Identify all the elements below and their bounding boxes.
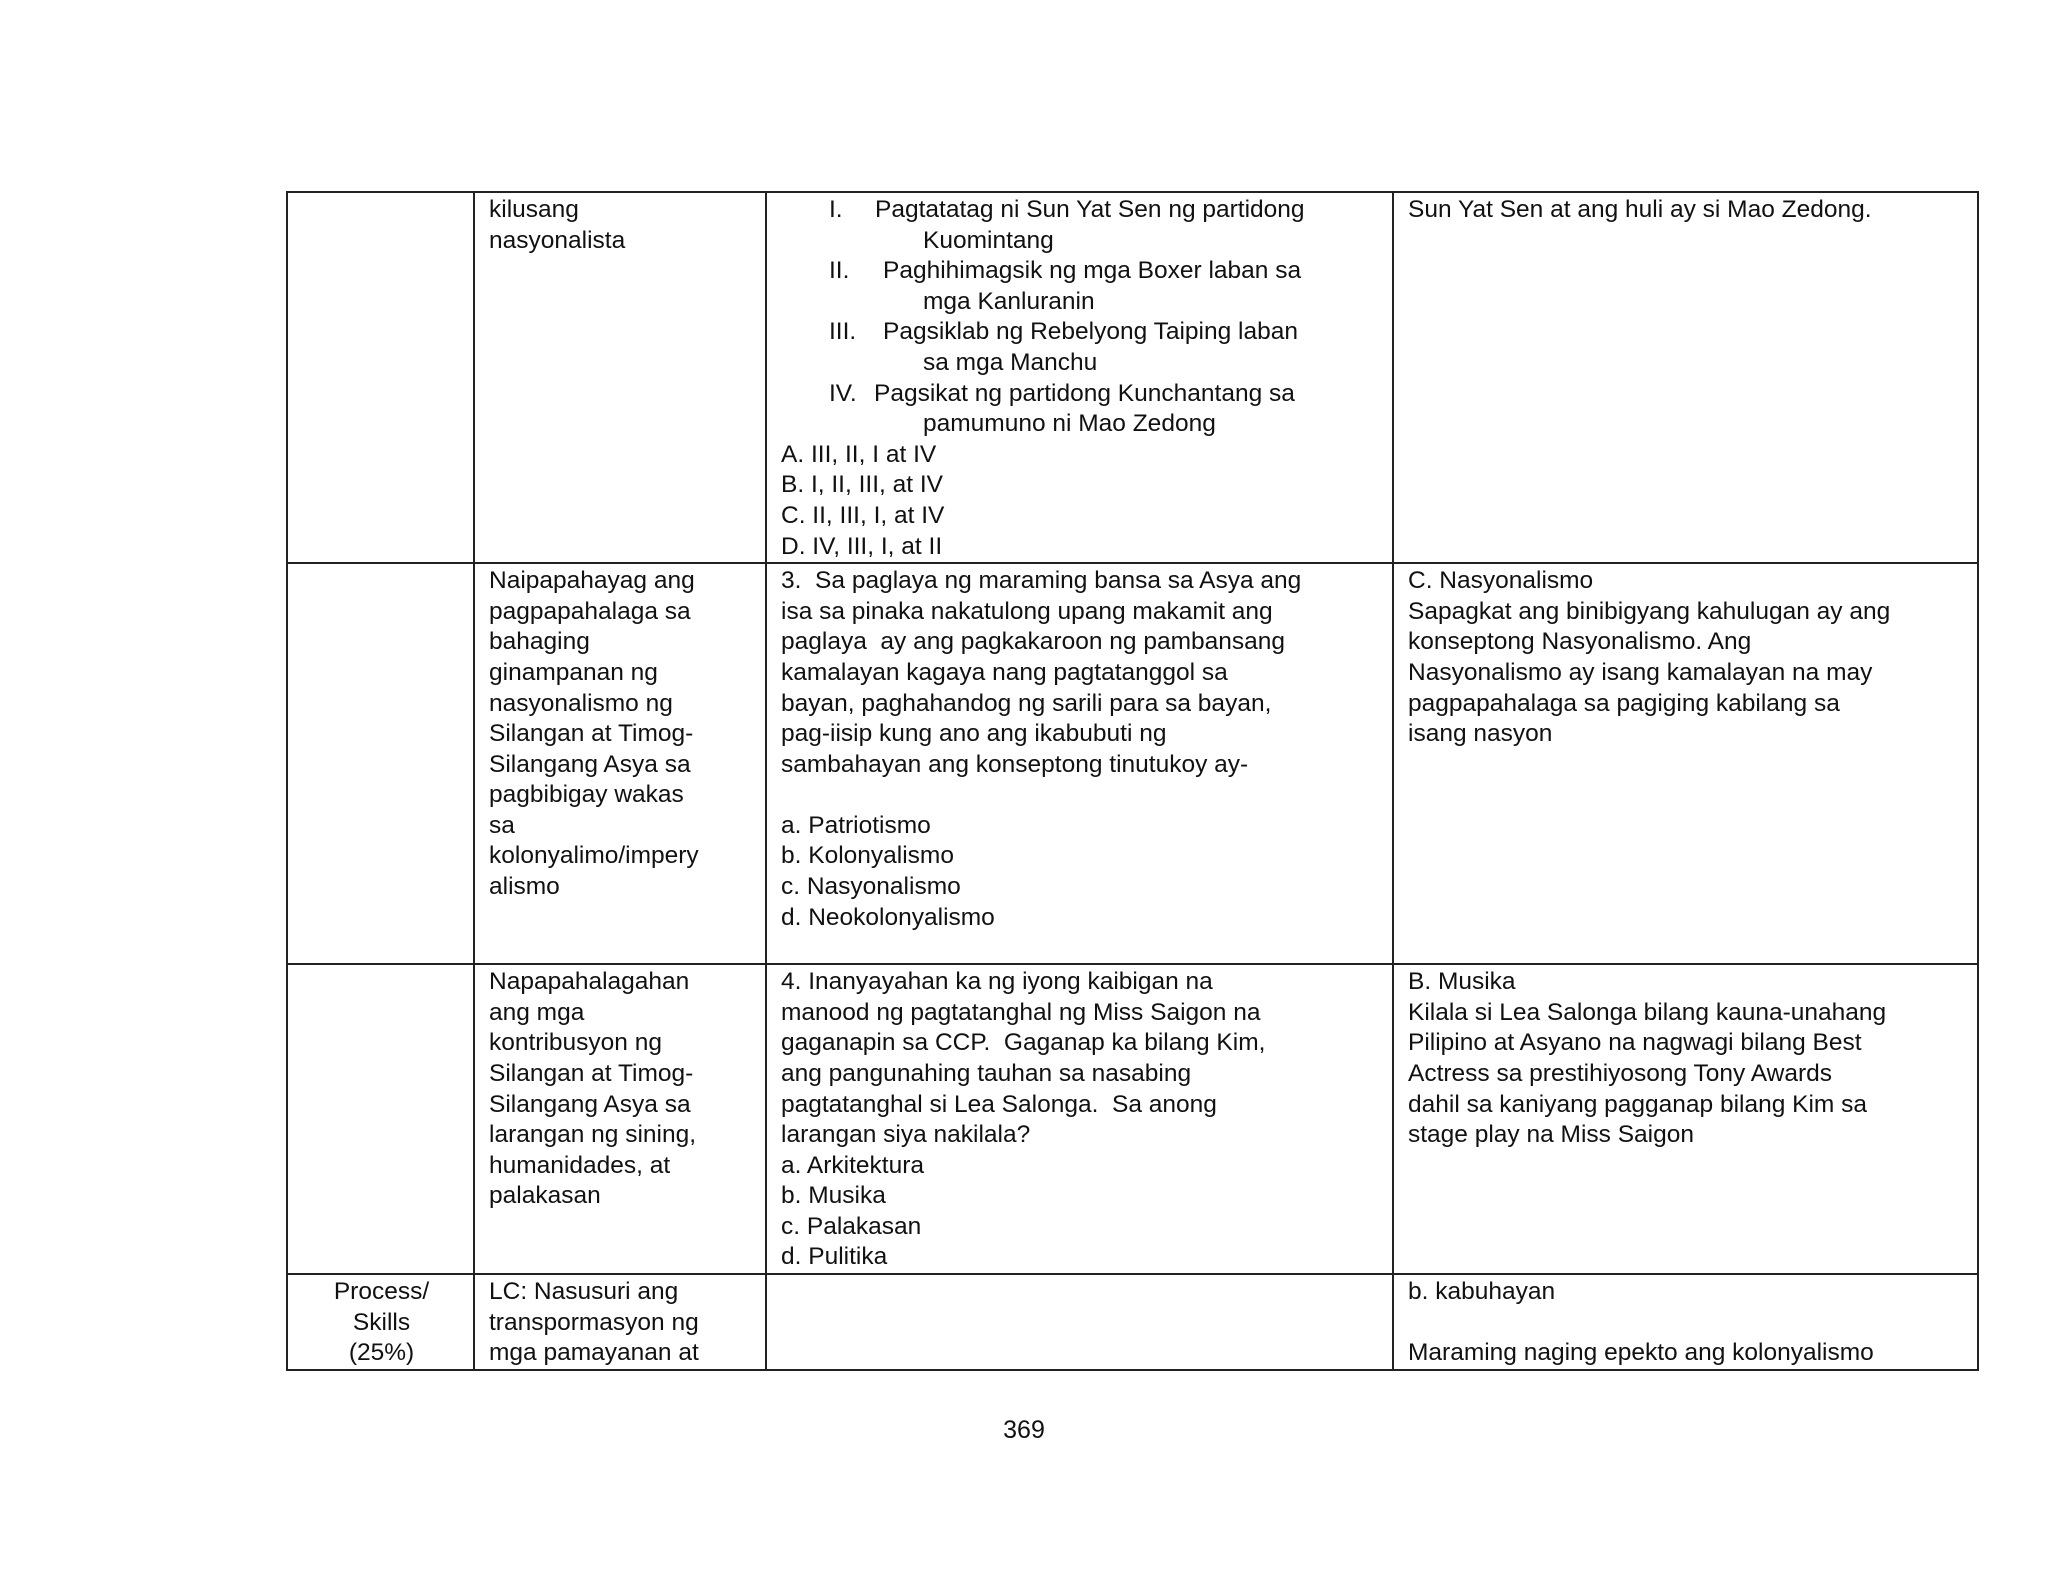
cell-text: Pilipino at Asyano na nagwagi bilang Best (1408, 1029, 1862, 1057)
cell-text: kolonyalimo/impery (489, 842, 699, 870)
cell-text: kontribusyon ng (489, 1029, 662, 1057)
answer-option: d. Neokolonyalismo (781, 903, 995, 931)
competency-cell (474, 1274, 766, 1370)
competency-cell (474, 964, 766, 1274)
cell-text: Silangang Asya sa (489, 750, 691, 778)
question-text: manood ng pagtatanghal ng Miss Saigon na (781, 998, 1261, 1026)
spacer (1408, 1308, 1965, 1339)
answer-option: c. Palakasan (781, 1212, 922, 1240)
roman-item-continuation: pamumuno ni Mao Zedong (923, 410, 1216, 438)
cell-text: Silangan at Timog- (489, 1059, 694, 1087)
answer-option: a. Patriotismo (781, 811, 931, 839)
answer-key-cell (1393, 1274, 1978, 1370)
cell-text: Skills (352, 1308, 411, 1336)
cell-text: ang mga (489, 998, 585, 1026)
cell-text: LC: Nasusuri ang (489, 1278, 679, 1306)
roman-item: II. Paghihimagsik ng mga Boxer laban sa (829, 257, 1302, 285)
level-cell (287, 563, 474, 964)
roman-item: III. Pagsiklab ng Rebelyong Taiping laban (829, 318, 1298, 346)
cell-text: larangan ng sining, (489, 1121, 697, 1149)
answer-option: a. Arkitektura (781, 1151, 924, 1179)
answer-key-cell (1393, 192, 1978, 563)
cell-text: stage play na Miss Saigon (1408, 1121, 1694, 1149)
question-text: kamalayan kagaya nang pagtatanggol sa (781, 658, 1228, 686)
roman-item: I. Pagtatatag ni Sun Yat Sen ng partidong (829, 196, 1305, 223)
table-row (287, 1274, 1978, 1370)
question-text: pag-iisip kung ano ang ikabubuti ng (781, 720, 1167, 748)
question-text: 3. Sa paglaya ng maraming bansa sa Asya ang (781, 567, 1302, 595)
assessment-table (286, 191, 1979, 1371)
question-text: paglaya ay ang pagkakaroon ng pambansang (781, 628, 1285, 656)
question-cell (766, 964, 1393, 1274)
cell-text: transpormasyon ng (489, 1308, 699, 1336)
cell-text: Sun Yat Sen at ang huli ay si Mao Zedong. (1408, 196, 1872, 223)
cell-text: b. kabuhayan (1408, 1278, 1556, 1306)
cell-text: sa (489, 811, 515, 839)
answer-option: d. Pulitika (781, 1243, 888, 1271)
cell-text: Nasyonalismo ay isang kamalayan na may (1408, 658, 1873, 686)
cell-text: nasyonalista (489, 226, 626, 254)
cell-text: bahaging (489, 628, 590, 656)
question-text: ang pangunahing tauhan sa nasabing (781, 1059, 1192, 1087)
answer-option: b. Kolonyalismo (781, 842, 954, 870)
question-cell (766, 563, 1393, 964)
table-row (287, 563, 1978, 964)
cell-text: konseptong Nasyonalismo. Ang (1408, 628, 1752, 656)
cell-text: pagbibigay wakas (489, 781, 684, 809)
level-cell (287, 192, 474, 563)
cell-text: isang nasyon (1408, 720, 1553, 748)
cell-text: alismo (489, 873, 560, 901)
cell-text: Maraming naging epekto ang kolonyalismo (1408, 1339, 1874, 1367)
cell-text: Sapagkat ang binibigyang kahulugan ay ang (1408, 597, 1891, 625)
cell-text: nasyonalismo ng (489, 689, 673, 717)
cell-text: (25%) (348, 1339, 415, 1367)
cell-text: ginampanan ng (489, 658, 658, 686)
question-text: isa sa pinaka nakatulong upang makamit ang (781, 597, 1273, 625)
cell-text: humanidades, at (489, 1151, 671, 1179)
cell-text: Process/ (333, 1278, 430, 1306)
cell-text: Naipapahayag ang (489, 567, 695, 595)
table-row (287, 964, 1978, 1274)
roman-item: IV. Pagsikat ng partidong Kunchantang sa (829, 379, 1295, 407)
cell-text: pagpapahalaga sa pagiging kabilang sa (1408, 689, 1840, 717)
cell-text: dahil sa kaniyang pagganap bilang Kim sa (1408, 1090, 1868, 1118)
answer-option: b. Musika (781, 1182, 886, 1210)
roman-item-continuation: sa mga Manchu (923, 348, 1098, 376)
roman-item-continuation: mga Kanluranin (923, 287, 1095, 315)
page-number: 369 (1003, 1416, 1045, 1444)
cell-text: mga pamayanan at (489, 1339, 699, 1367)
question-cell (766, 192, 1393, 563)
cell-text: palakasan (489, 1182, 601, 1210)
level-cell (287, 1274, 474, 1370)
cell-text: Napapahalagahan (489, 968, 690, 996)
question-text: sambahayan ang konseptong tinutukoy ay- (781, 750, 1249, 778)
question-text: larangan siya nakilala? (781, 1121, 1031, 1149)
answer-option: C. II, III, I, at IV (781, 501, 945, 529)
cell-text: Silangang Asya sa (489, 1090, 691, 1118)
cell-text: C. Nasyonalismo (1408, 567, 1594, 595)
question-text: pagtatanghal si Lea Salonga. Sa anong (781, 1090, 1217, 1118)
answer-key-cell (1393, 964, 1978, 1274)
spacer (781, 780, 1380, 811)
cell-text: B. Musika (1408, 968, 1516, 996)
question-text: gaganapin sa CCP. Gaganap ka bilang Kim, (781, 1029, 1266, 1057)
cell-text: pagpapahalaga sa (489, 597, 691, 625)
cell-text: Silangan at Timog- (489, 720, 694, 748)
answer-option: B. I, II, III, at IV (781, 471, 944, 499)
competency-cell (474, 563, 766, 964)
question-text: 4. Inanyayahan ka ng iyong kaibigan na (781, 968, 1213, 996)
roman-item-continuation: Kuomintang (923, 226, 1054, 254)
cell-text: kilusang (489, 196, 579, 223)
answer-key-cell (1393, 563, 1978, 964)
table-row (287, 192, 1978, 563)
question-text: bayan, paghahandog ng sarili para sa bayan, (781, 689, 1272, 717)
competency-cell (474, 192, 766, 563)
question-cell (766, 1274, 1393, 1370)
cell-text: Actress sa prestihiyosong Tony Awards (1408, 1059, 1832, 1087)
cell-text: Kilala si Lea Salonga bilang kauna-unahang (1408, 998, 1887, 1026)
answer-option: c. Nasyonalismo (781, 873, 961, 901)
level-cell (287, 964, 474, 1274)
answer-option: A. III, II, I at IV (781, 440, 937, 468)
answer-option: D. IV, III, I, at II (781, 532, 943, 560)
